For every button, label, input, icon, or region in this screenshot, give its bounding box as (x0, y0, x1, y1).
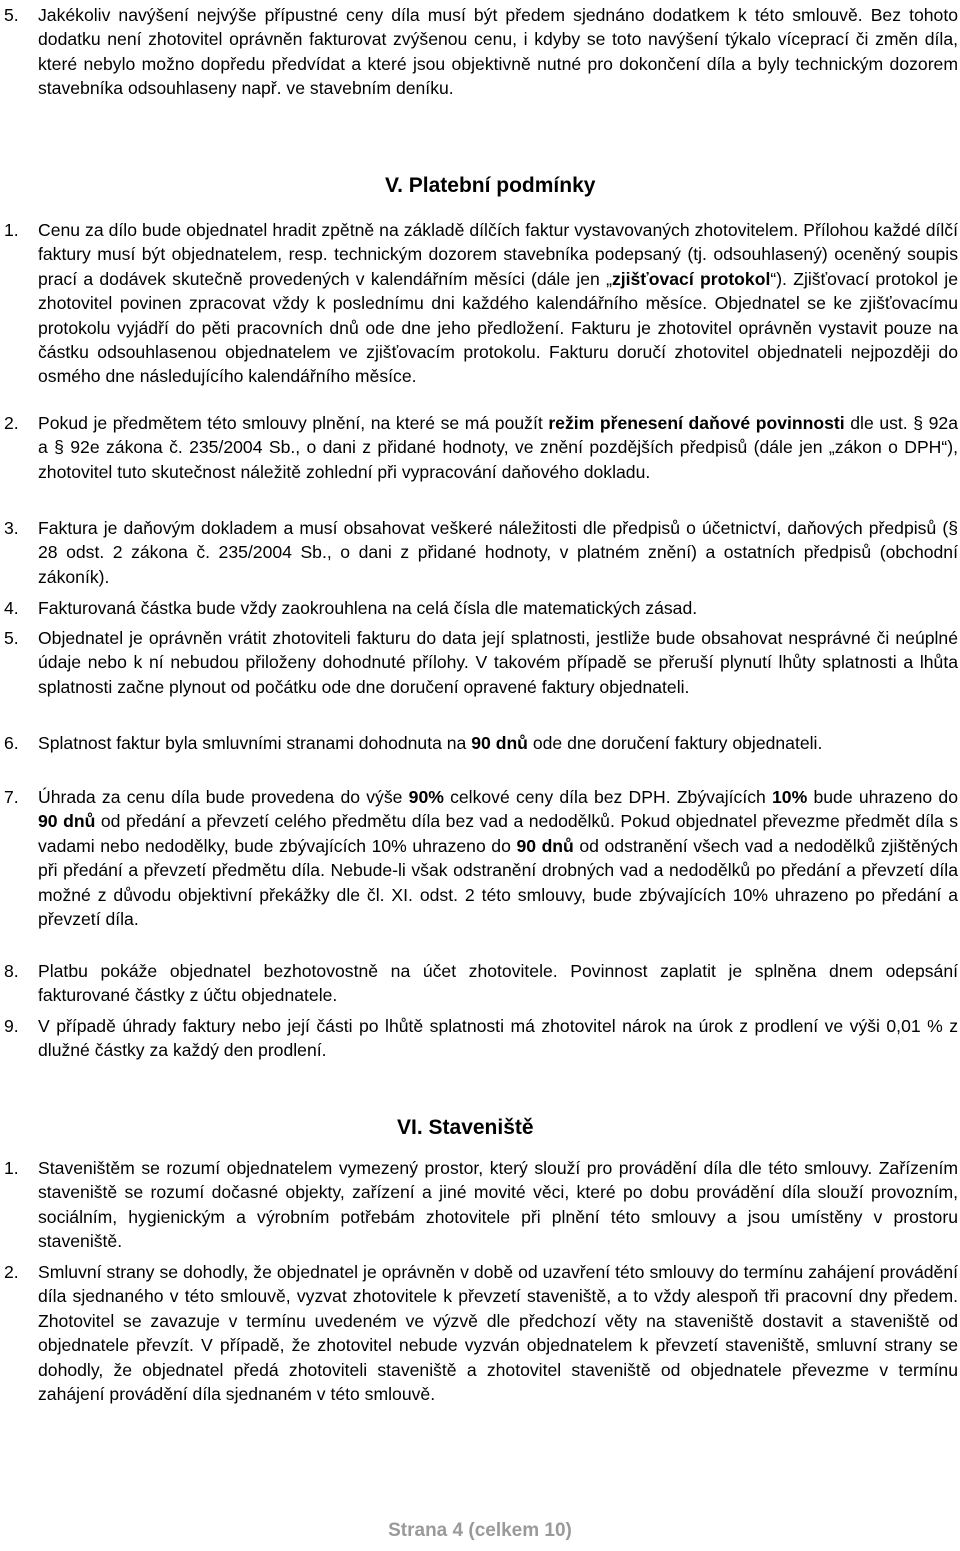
top-list-item (0, 3, 958, 101)
section-v-item-9 (0, 1014, 958, 1063)
bold-term: 90 dnů (471, 733, 528, 753)
item-text (38, 959, 958, 1008)
item-number: 9. (4, 1016, 19, 1036)
item-text: Jakékoliv navýšení nejvýše přípustné ceny díla musí být předem sjednáno dodatkem k této smlouvě. Bez tohoto dodatku není zhotovitel oprávněn fakturovat zvýšenou cenu, i kdyby se toto navýšení týkalo víceprací či změn díla, které nebylo možno dopředu předvídat a které jsou objektivně nutné pro dokončení díla a byly technickým dozorem stavebníka odsouhlaseny např. ve stavebním deníku. (38, 5, 958, 99)
bold-term: zjišťovací protokol (611, 268, 771, 289)
item-number: 8. (4, 961, 19, 981)
item-number: 2. (4, 1262, 19, 1282)
item-number: 4. (4, 598, 19, 618)
text-segment: Faktura je daňovým dokladem a musí obsahovat veškeré náležitosti dle předpisů o účetnictví, daňových předpisů (§ 28 odst. 2 zákona č. 235/2004 Sb., o dani z přidané hodnoty, v platném znění) a ostatních předpisů (obchodní zákoník). (38, 518, 958, 587)
item-text (38, 596, 958, 620)
section-v-item-6 (0, 731, 958, 755)
item-number: 5. (4, 5, 19, 25)
section-v-item-7 (0, 785, 958, 931)
text-segment: celkové ceny díla bez DPH. Zbývajících (443, 787, 773, 807)
text-segment: bude uhrazeno do (807, 787, 958, 807)
item-number: 1. (4, 220, 19, 240)
section-v-item-2 (0, 411, 958, 484)
item-number: 7. (4, 787, 19, 807)
text-segment: dle ust. § 92a a § 92e zákona č. 235/2004 Sb., o dani z přidané hodnoty, ve znění pozdějších předpisů (dále jen „zákon o DPH“), zhotovitel tuto skutečnost náležitě zohlední při vypracování daňového dokladu. (38, 413, 958, 482)
section-v-heading: V. Platební podmínky (385, 174, 596, 197)
item-number: 2. (4, 413, 19, 433)
text-segment: Staveništěm se rozumí objednatelem vymezený prostor, který slouží pro provádění díla dle této smlouvy. Zařízením staveniště se rozumí dočasné objekty, zařízení a jiné movité věci, které po dobu provádění díla slouží provozním, sociálním, hygienickým a výrobním potřebám zhotovitele při plnění této smlouvy a jsou umístěny v prostoru staveniště. (38, 1158, 958, 1252)
item-text (38, 731, 958, 755)
page-number-footer: Strana 4 (celkem 10) (388, 1520, 572, 1541)
section-v-item-1 (0, 218, 958, 389)
text-segment: Smluvní strany se dohodly, že objednatel je oprávněn v době od uzavření této smlouvy do termínu zahájení provádění díla sjednaného v této smlouvě, vyzvat zhotovitele k převzetí staveniště, a to vždy alespoň tři pracovní dny předem. Zhotovitel se zavazuje v termínu uvedeném ve výzvě dle předchozí věty na staveniště dostavit a staveniště od objednatele převzít. V případě, že zhotovitel nebude vyzván objednatelem k převzetí staveniště, smluvní strany se dohodly, že objednatel předá zhotoviteli staveniště a zhotovitel staveniště od objednatele převezme v termínu zahájení provádění díla sjednaném v této smlouvě. (38, 1262, 958, 1405)
text-segment: Platbu pokáže objednatel bezhotovostně na účet zhotovitele. Povinnost zaplatit je splněna dnem odepsání fakturované částky z účtu objednatele. (38, 961, 958, 1006)
item-number: 6. (4, 733, 19, 753)
section-vi-heading: VI. Staveniště (397, 1116, 534, 1139)
bold-term: 90% (408, 787, 444, 807)
text-segment: od předání a převzetí celého předmětu díla bez vad a nedodělků. Pokud objednatel převezme předmět díla s vadami nebo nedodělky, bude zbývajících 10% uhrazeno do (38, 811, 959, 856)
text-segment: od odstranění všech vad a nedodělků zjištěných při předání a převzetí předmětu díla. Nebude-li však odstranění drobných vad a nedodělků po předání a převzetí díla možné z důvodu objektivní překážky dle čl. XI. odst. 2 této smlouvy, bude zbývajících 10% uhrazeno po předání a převzetí díla. (38, 835, 958, 930)
text-segment: Pokud je předmětem této smlouvy plnění, na které se má použít (38, 413, 549, 433)
text-segment: ode dne doručení faktury objednateli. (527, 733, 823, 753)
section-v-item-4 (0, 596, 958, 620)
item-text (38, 1260, 958, 1406)
text-segment: Objednatel je oprávněn vrátit zhotoviteli fakturu do data její splatnosti, jestliže bude obsahovat nesprávné či neúplné údaje nebo k ní nebudou přiloženy dohodnuté přílohy. V takovém případě se přeruší plynutí lhůty splatnosti a lhůta splatnosti začne plynout od počátku ode dne doručení opravené faktury objednateli. (38, 628, 958, 697)
text-segment: Úhrada za cenu díla bude provedena do výše (38, 787, 409, 807)
item-text (38, 218, 958, 389)
bold-term: režim přenesení daňové povinnosti (548, 413, 845, 433)
item-text (38, 1156, 958, 1254)
section-vi-item-1 (0, 1156, 958, 1254)
section-v-item-8 (0, 959, 958, 1008)
item-number: 1. (4, 1158, 19, 1178)
text-segment: Fakturovaná částka bude vždy zaokrouhlena na celá čísla dle matematických zásad. (38, 598, 698, 618)
section-v-item-3 (0, 516, 958, 589)
item-number: 5. (4, 628, 19, 648)
item-text (38, 516, 958, 589)
bold-term: 10% (772, 787, 808, 807)
item-text (38, 411, 958, 484)
text-segment: Cenu za dílo bude objednatel hradit zpětně na základě dílčích faktur vystavovaných zhotovitelem. Přílohou každé dílčí faktury musí být objednatelem, resp. technickým dozorem stavebníka podepsaný (tj. odsouhlasený) oceněný soupis prací a dodávek skutečně provedených v kalendářním měsíci (dále jen „ (38, 220, 958, 289)
section-v-item-5 (0, 626, 958, 699)
text-segment: “). Zjišťovací protokol je zhotovitel povinen zpracovat vždy k poslednímu dni každého kalendářního měsíce. Objednatel se ke zjišťovacímu protokolu vyjádří do pěti pracovních dnů ode dne jeho předložení. Fakturu je zhotovitel oprávněn vystavit pouze na částku odsouhlasenou objednatelem ve zjišťovacím protokolu. Fakturu doručí zhotovitel objednateli nejpozději do osmého dne následujícího kalendářního měsíce. (38, 268, 958, 387)
bold-term: 90 dnů (516, 835, 574, 856)
item-text (38, 1014, 958, 1063)
bold-term: 90 dnů (38, 811, 96, 832)
item-text (38, 626, 958, 699)
item-text (38, 785, 958, 931)
text-segment: V případě úhrady faktury nebo její části po lhůtě splatnosti má zhotovitel nárok na úrok z prodlení ve výši 0,01 % z dlužné částky za každý den prodlení. (38, 1016, 958, 1061)
item-number: 3. (4, 518, 19, 538)
section-vi-item-2 (0, 1260, 958, 1406)
text-segment: Splatnost faktur byla smluvními stranami dohodnuta na (38, 733, 472, 753)
